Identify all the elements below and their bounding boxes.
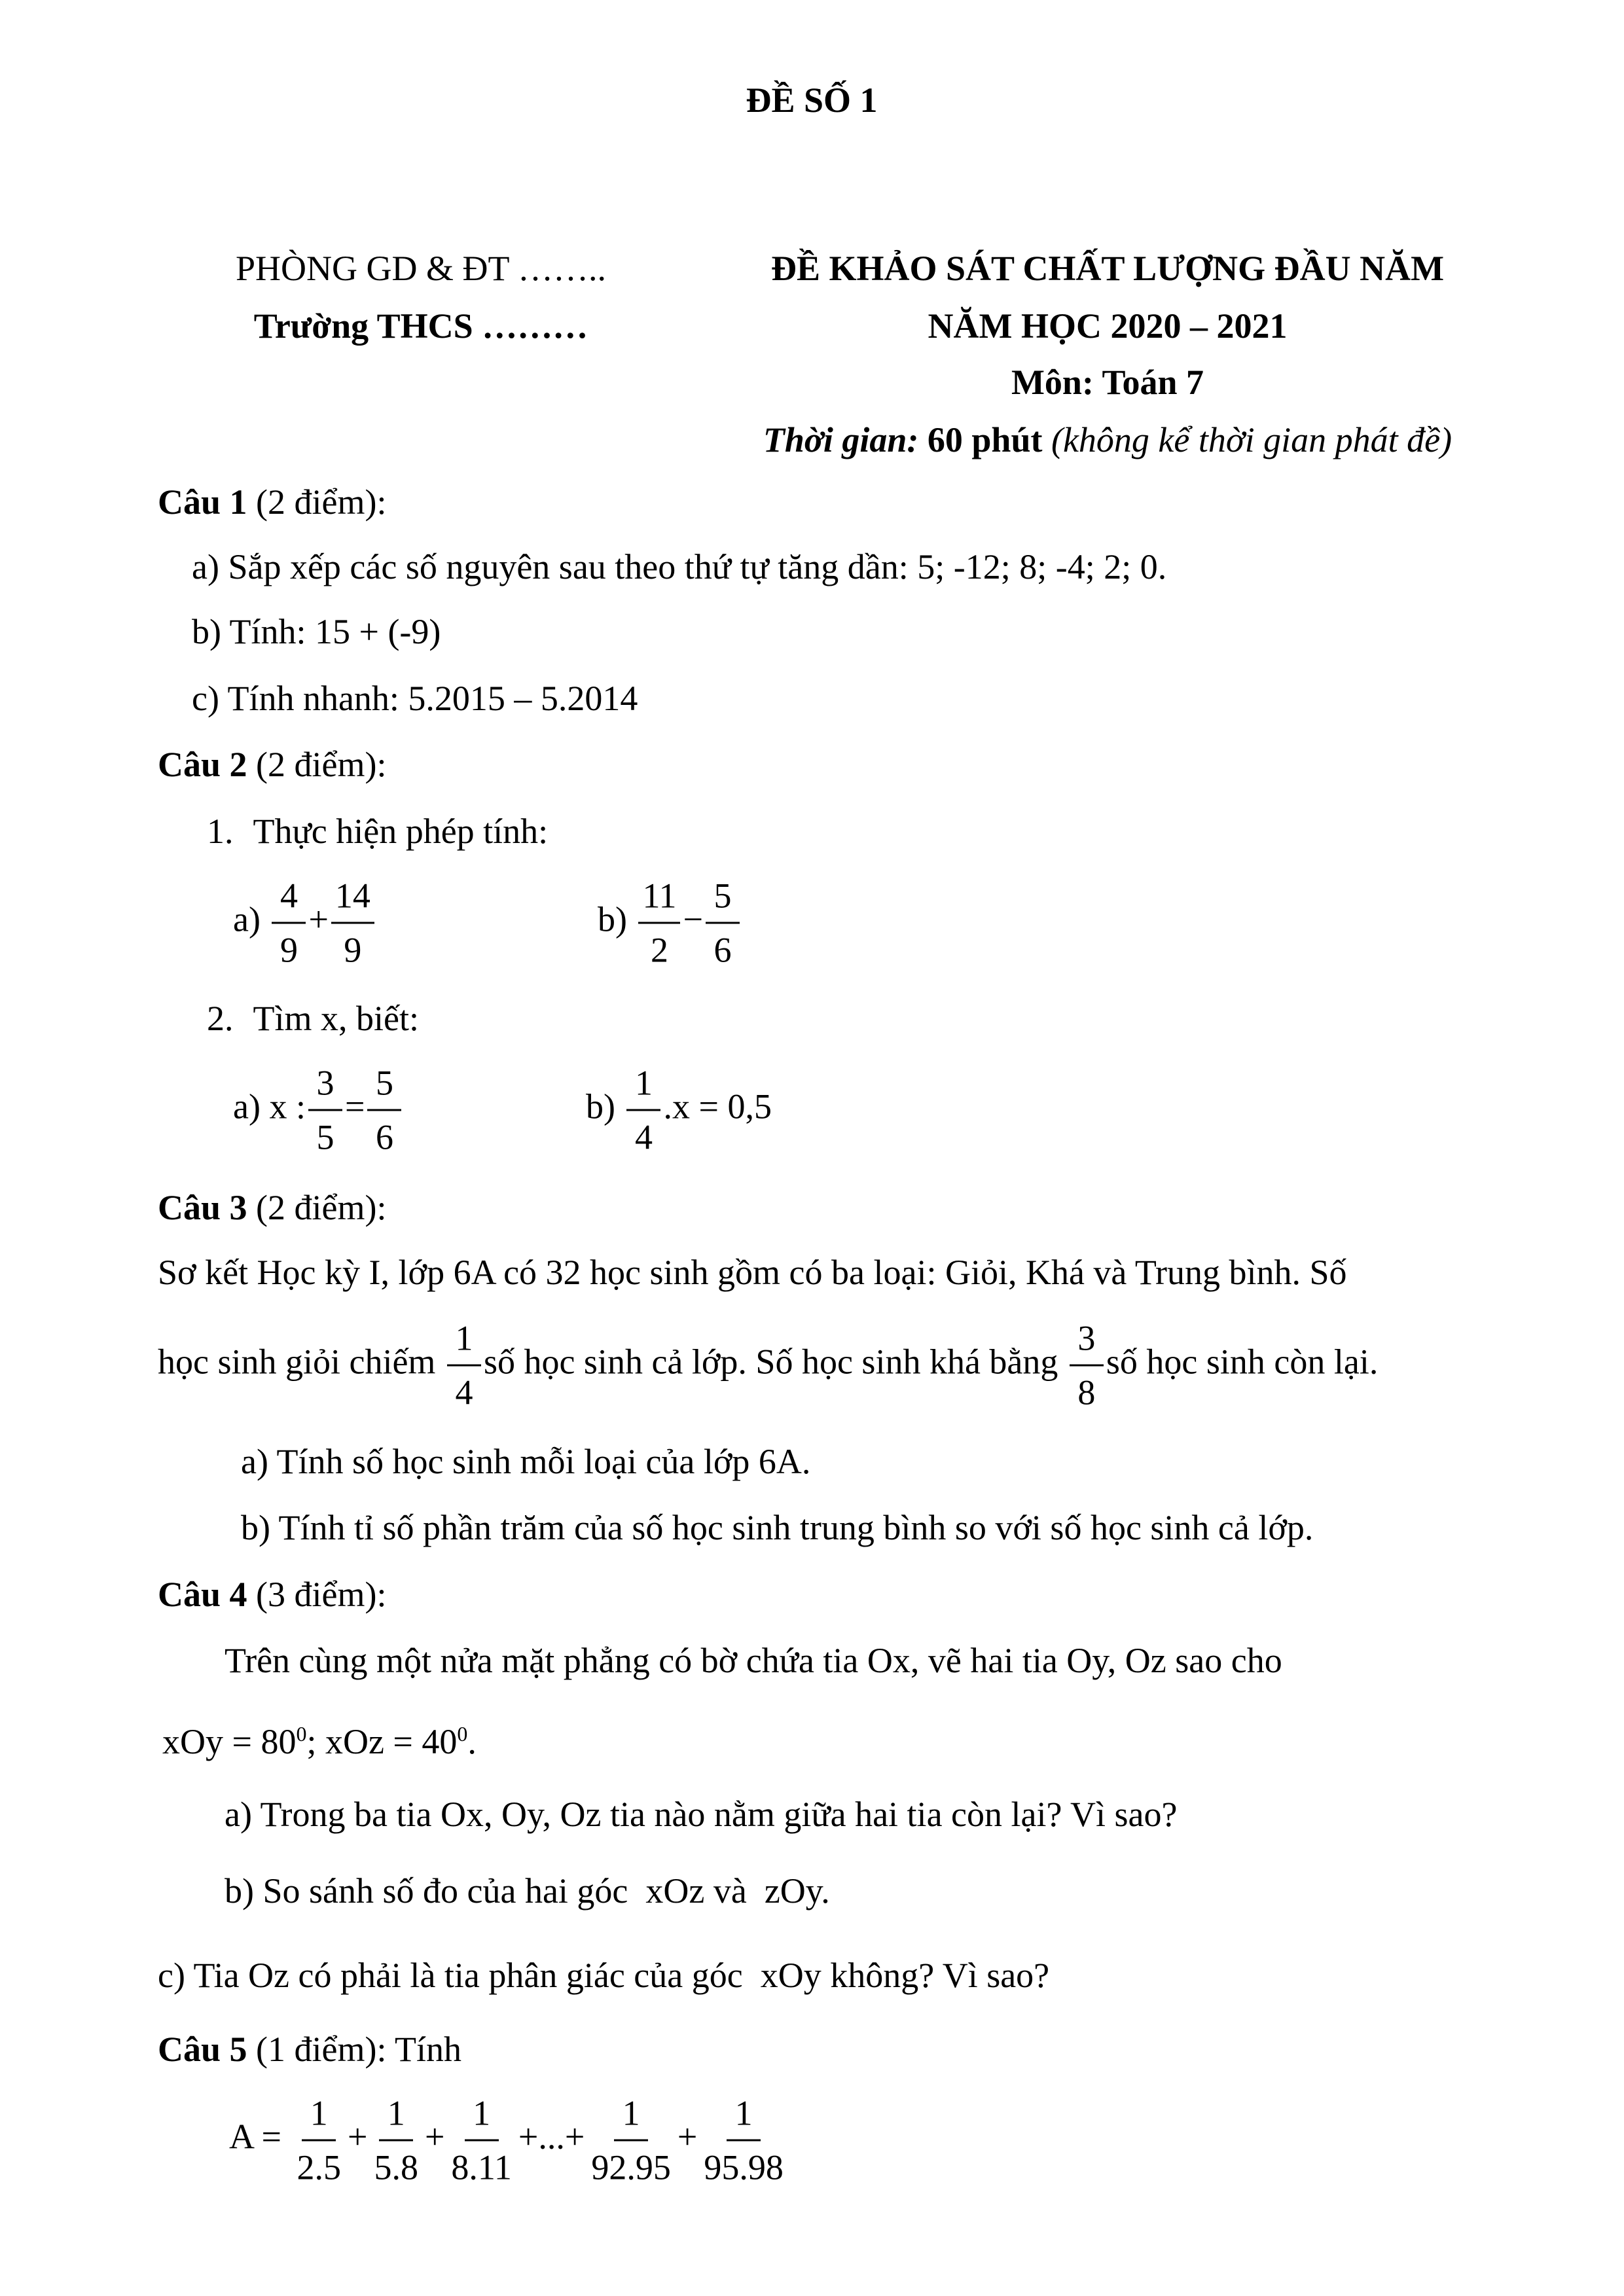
q1-a: a) Sắp xếp các số nguyên sau theo thứ tự tăng dần: 5; -12; 8; -4; 2; 0. [192, 547, 1167, 586]
q4-b: b) So sánh số đo của hai góc xOz và zOy. [225, 1871, 830, 1910]
fraction-term: $\frac{1}{8.11}$ [447, 2090, 516, 2191]
subject: Môn: Toán 7 [1011, 363, 1204, 402]
fraction-term: $\frac{1}{2.5}$ [293, 2090, 345, 2191]
q3-line2: học sinh giỏi chiếm $\frac{1}{4}$ số học sinh cả lớp. Số học sinh khá bằng $\frac{3}{8}$ số học sinh còn lại. [158, 1315, 1378, 1416]
question-3-heading: Câu 3 (2 điểm): [158, 1188, 387, 1227]
fraction-term: $\frac{1}{92.95}$ [587, 2090, 675, 2191]
q5-expression: A = $\frac{1}{2.5}$ + $\frac{1}{5.8}$ + $\frac{1}{8.11}$ +...+ $\frac{1}{92.95}$ + $\frac{1}{95.98}$ [229, 2090, 790, 2191]
q4-c: c) Tia Oz có phải là tia phân giác của góc xOy không? Vì sao? [158, 1956, 1050, 1995]
q2-part1: 1. Thực hiện phép tính: [207, 812, 549, 851]
q3-intro: Sơ kết Học kỳ I, lớp 6A có 32 học sinh gồm có ba loại: Giỏi, Khá và Trung bình. Số [158, 1253, 1347, 1292]
q4-a: a) Trong ba tia Ox, Oy, Oz tia nào nằm giữa hai tia còn lại? Vì sao? [225, 1795, 1178, 1834]
q2-1b: b) $\frac{11}{2}$ − $\frac{5}{6}$ [598, 872, 742, 974]
q3-a: a) Tính số học sinh mỗi loại của lớp 6A. [241, 1442, 811, 1481]
fraction-term: $\frac{1}{95.98}$ [700, 2090, 787, 2191]
q2-2b: b) $\frac{1}{4}$ .x = 0,5 [586, 1060, 772, 1161]
q2-1a: a) $\frac{4}{9}$ + $\frac{14}{9}$ [233, 872, 377, 974]
question-4-heading: Câu 4 (3 điểm): [158, 1575, 387, 1614]
q2-part2: 2. Tìm x, biết: [207, 999, 419, 1038]
q1-c: c) Tính nhanh: 5.2015 – 5.2014 [192, 679, 638, 718]
time-limit: Thời gian: 60 phút (không kể thời gian phát đề) [763, 420, 1453, 459]
question-2-heading: Câu 2 (2 điểm): [158, 745, 387, 784]
page-title: ĐỀ SỐ 1 [746, 81, 878, 120]
question-1-heading: Câu 1 (2 điểm): [158, 482, 387, 522]
q2-2a: a) x : $\frac{3}{5}$ = $\frac{5}{6}$ [233, 1060, 404, 1161]
department: PHÒNG GD & ĐT …….. [235, 249, 607, 288]
q4-intro: Trên cùng một nửa mặt phẳng có bờ chứa tia Ox, vẽ hai tia Oy, Oz sao cho [225, 1641, 1282, 1680]
q4-conditions: xOy = $80^0$; xOz = $40^0$. [162, 1722, 477, 1761]
school-year: NĂM HỌC 2020 – 2021 [928, 306, 1288, 346]
q3-b: b) Tính tỉ số phần trăm của số học sinh trung bình so với số học sinh cả lớp. [241, 1508, 1314, 1547]
school: Trường THCS ……… [253, 306, 588, 346]
q1-b: b) Tính: 15 + (-9) [192, 612, 441, 651]
question-5-heading: Câu 5 (1 điểm): Tính [158, 2030, 461, 2069]
fraction-term: $\frac{1}{5.8}$ [370, 2090, 422, 2191]
exam-title: ĐỀ KHẢO SÁT CHẤT LƯỢNG ĐẦU NĂM [770, 249, 1445, 288]
